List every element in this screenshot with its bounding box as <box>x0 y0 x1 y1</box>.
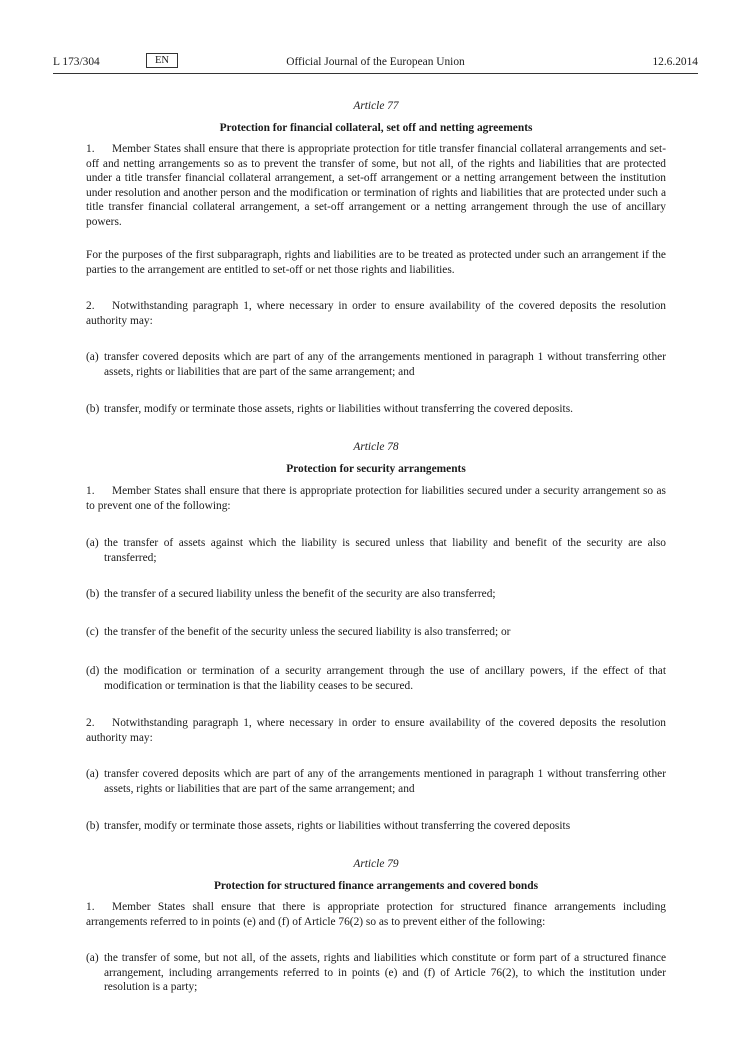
list-item <box>86 951 666 995</box>
list-item-text: transfer covered deposits which are part of any of the arrangements mentioned in paragraph 1 without transferring other assets, rights or liabilities that are part of the same arrangement; and <box>104 351 666 378</box>
list-item-label: (d) <box>86 665 100 677</box>
list-item <box>86 625 666 640</box>
list-item-text: the transfer of the benefit of the security unless the secured liability is also transferred; or <box>104 626 511 638</box>
article-78-title: Protection for security arrangements <box>286 463 466 475</box>
paragraph-text: Member States shall ensure that there is appropriate protection for structured finance arrangements including arrangements referred to in points (e) and (f) of Article 76(2) so as to prevent either of the following: <box>86 901 666 928</box>
list-item-label: (b) <box>86 820 100 832</box>
article-79-paragraph-1 <box>86 900 666 929</box>
paragraph-number: 2. <box>86 717 95 729</box>
paragraph-text: Member States shall ensure that there is appropriate protection for title transfer financial collateral arrangements and set-off and netting arrangements so as to prevent the transfer of some, but not all, of the rights and liabilities that are protected under a title transfer financial collateral arrangement, a set-off arrangement or a netting arrangement between the institution under resolution and another person and the modification or termination of rights and liabilities that are protected under such a title transfer financial collateral arrangement, a set-off arrangement or a netting arrangement through the use of ancillary powers. <box>86 143 666 228</box>
list-item-label: (a) <box>86 351 99 363</box>
list-item <box>86 402 666 417</box>
list-item <box>86 664 666 693</box>
list-item-text: the transfer of assets against which the liability is secured unless that liability and benefit of the security are also transferred; <box>104 537 666 564</box>
list-item <box>86 536 666 565</box>
list-item-label: (a) <box>86 952 99 964</box>
list-item <box>86 767 666 796</box>
paragraph-text: Member States shall ensure that there is appropriate protection for liabilities secured under a security arrangement so as to prevent one of the following: <box>86 485 666 512</box>
list-item-text: the modification or termination of a security arrangement through the use of ancillary powers, if the effect of that modification or termination is that the liability ceases to be secured. <box>104 665 666 692</box>
list-item <box>86 587 666 602</box>
article-77-label: Article 77 <box>353 100 399 112</box>
language-badge: EN <box>146 53 178 68</box>
list-item-label: (a) <box>86 768 99 780</box>
list-item-label: (a) <box>86 537 99 549</box>
article-77-paragraph-1 <box>86 142 666 230</box>
article-77-paragraph-2 <box>86 299 666 328</box>
publication-date: 12.6.2014 <box>652 56 698 68</box>
paragraph-text: Notwithstanding paragraph 1, where necessary in order to ensure availability of the covered deposits the resolution authority may: <box>86 300 666 327</box>
article-77-paragraph-1-sub: For the purposes of the first subparagraph, rights and liabilities are to be treated as protected under such an arrangement if the parties to the arrangement are entitled to set-off or net those rights and liabilities. <box>86 249 666 276</box>
list-item-label: (c) <box>86 626 99 638</box>
paragraph-number: 1. <box>86 901 95 913</box>
list-item-text: the transfer of some, but not all, of the assets, rights and liabilities which constitute or form part of a structured finance arrangement, including arrangements referred to in points (e) and (f) of Article 76(2), to which the institution under resolution is a party; <box>104 952 666 994</box>
article-78-paragraph-2 <box>86 716 666 745</box>
journal-title: Official Journal of the European Union <box>286 56 465 68</box>
list-item-text: transfer, modify or terminate those assets, rights or liabilities without transferring the covered deposits. <box>104 403 573 415</box>
paragraph-number: 1. <box>86 143 95 155</box>
paragraph-text: Notwithstanding paragraph 1, where necessary in order to ensure availability of the covered deposits the resolution authority may: <box>86 717 666 744</box>
article-79-title: Protection for structured finance arrangements and covered bonds <box>213 880 539 892</box>
list-item-text: transfer, modify or terminate those assets, rights or liabilities without transferring the covered deposits <box>104 820 571 832</box>
paragraph-number: 2. <box>86 300 95 312</box>
paragraph-number: 1. <box>86 485 95 497</box>
list-item-text: transfer covered deposits which are part of any of the arrangements mentioned in paragraph 1 without transferring other assets, rights or liabilities that are part of the same arrangement; and <box>104 768 666 795</box>
list-item <box>86 350 666 379</box>
list-item <box>86 819 666 834</box>
list-item-text: the transfer of a secured liability unless the benefit of the security are also transferred; <box>104 588 496 600</box>
article-79-label: Article 79 <box>353 858 399 870</box>
article-78-paragraph-1 <box>86 484 666 513</box>
list-item-label: (b) <box>86 403 100 415</box>
article-78-label: Article 78 <box>353 441 399 453</box>
journal-reference: L 173/304 <box>53 56 100 68</box>
list-item-label: (b) <box>86 588 100 600</box>
page-header <box>53 53 698 74</box>
article-77-title: Protection for financial collateral, set off and netting agreements <box>219 122 533 134</box>
